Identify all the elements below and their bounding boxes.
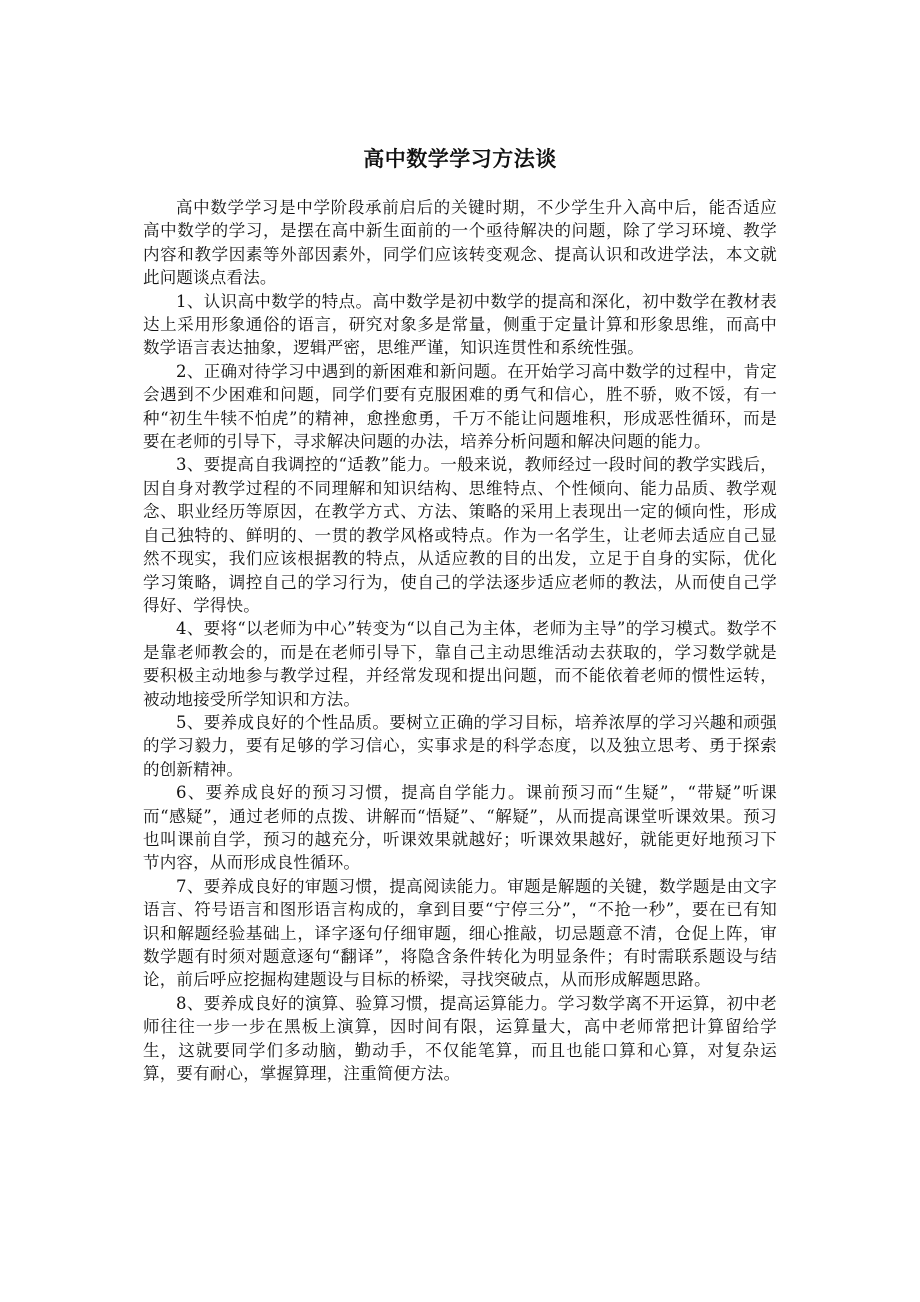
paragraph-3: 3、要提高自我调控的“适教”能力。一般来说，教师经过一段时间的教学实践后，因自身对教学过程的不同理解和知识结构、思维特点、个性倾向、能力品质、教学观念、职业经历等原因，在教学方式、方法、策略的采用上表现出一定的倾向性，形成自己独特的、鲜明的、一贯的教学风格或特点。作为一名学生，让老师去适应自己显然不现实，我们应该根据教的特点，从适应教的目的出发，立足于自身的实际，优化学习策略，调控自己的学习行为，使自己的学法逐步适应老师的教法，从而使自己学得好、学得快。	[143, 455, 777, 615]
paragraph-5: 5、要养成良好的个性品质。要树立正确的学习目标，培养浓厚的学习兴趣和顽强的学习毅力，要有足够的学习信心，实事求是的科学态度，以及独立思考、勇于探索的创新精神。	[143, 712, 777, 779]
paragraph-7: 7、要养成良好的审题习惯，提高阅读能力。审题是解题的关键，数学题是由文字语言、符号语言和图形语言构成的，拿到目要“宁停三分”，“不抢一秒”，要在已有知识和解题经验基础上，译字逐句仔细审题，细心推敲，切忌题意不清，仓促上阵，审数学题有时须对题意逐句“翻译”，将隐含条件转化为明显条件；有时需联系题设与结论，前后呼应挖掘构建题设与目标的桥梁，寻找突破点，从而形成解题思路。	[143, 876, 777, 990]
document-body	[143, 196, 777, 1085]
intro-paragraph: 高中数学学习是中学阶段承前启后的关键时期，不少学生升入高中后，能否适应高中数学的学习，是摆在高中新生面前的一个亟待解决的问题，除了学习环境、教学内容和教学因素等外部因素外，同学们应该转变观念、提高认识和改进学法，本文就此问题谈点看法。	[143, 198, 777, 288]
paragraph-2: 2、正确对待学习中遇到的新困难和新问题。在开始学习高中数学的过程中，肯定会遇到不少困难和问题，同学们要有克服困难的勇气和信心，胜不骄，败不馁，有一种“初生牛犊不怕虎”的精神，愈挫愈勇，千万不能让问题堆积，形成恶性循环，而是要在老师的引导下，寻求解决问题的办法，培养分析问题和解决问题的能力。	[143, 361, 777, 452]
paragraph-1: 1、认识高中数学的特点。高中数学是初中数学的提高和深化，初中数学在教材表达上采用形象通俗的语言，研究对象多是常量，侧重于定量计算和形象思维，而高中数学语言表达抽象，逻辑严密，思维严谨，知识连贯性和系统性强。	[143, 291, 777, 358]
paragraph-6: 6、要养成良好的预习习惯，提高自学能力。课前预习而“生疑”，“带疑”听课而“感疑”，通过老师的点拨、讲解而“悟疑”、“解疑”，从而提高课堂听课效果。预习也叫课前自学，预习的越充分，听课效果就越好；听课效果越好，就能更好地预习下节内容，从而形成良性循环。	[143, 783, 777, 873]
paragraph-8: 8、要养成良好的演算、验算习惯，提高运算能力。学习数学离不开运算，初中老师往往一步一步在黑板上演算，因时间有限，运算量大，高中老师常把计算留给学生，这就要同学们多动脑，勤动手，不仅能笔算，而且也能口算和心算，对复杂运算，要有耐心，掌握算理，注重简便方法。	[143, 993, 777, 1084]
document-title: 高中数学学习方法谈	[363, 146, 557, 171]
paragraph-4: 4、要将“以老师为中心”转变为“以自己为主体，老师为主导”的学习模式。数学不是靠老师教会的，而是在老师引导下，靠自己主动思维活动去获取的，学习数学就是要积极主动地参与教学过程，并经常发现和提出问题，而不能依着老师的惯性运转，被动地接受所学知识和方法。	[143, 619, 777, 709]
